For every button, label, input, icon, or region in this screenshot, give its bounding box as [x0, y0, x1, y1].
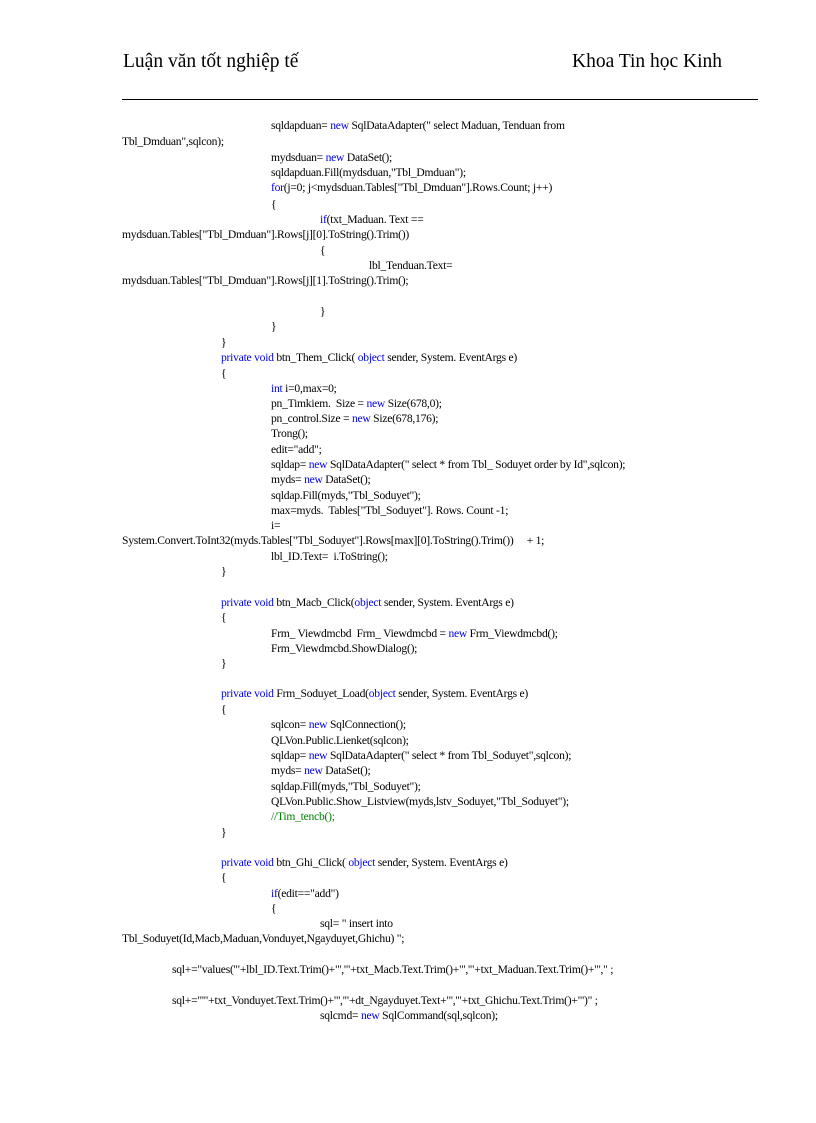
code-text: QLVon.Public.Show_Listview(myds,lstv_Soduyet,"Tbl_Soduyet");	[271, 795, 569, 808]
code-line	[271, 457, 625, 473]
code-keyword: private	[221, 687, 252, 700]
code-text: sql= " insert into	[320, 917, 393, 930]
code-text: btn_Macb_Click(	[273, 596, 355, 609]
code-line	[221, 825, 226, 841]
code-keyword: if	[271, 887, 278, 900]
code-text: DataSet();	[344, 151, 392, 164]
code-text: {	[271, 198, 277, 211]
code-line	[271, 518, 280, 534]
code-text: }	[221, 826, 227, 839]
code-keyword: new	[308, 749, 328, 762]
code-text: (j=0; j<mydsduan.Tables["Tbl_Dmduan"].Rows.Count; j++)	[283, 181, 553, 194]
code-line	[271, 165, 466, 181]
code-text: sqldap=	[271, 458, 309, 471]
code-text: mydsduan.Tables["Tbl_Dmduan"].Rows[j][1].ToString().Trim();	[122, 274, 409, 287]
code-line	[271, 733, 409, 749]
code-line	[320, 212, 423, 228]
code-line	[320, 243, 325, 259]
code-text: sqldap.Fill(myds,"Tbl_Soduyet");	[271, 780, 421, 793]
code-text: {	[221, 703, 227, 716]
code-text: }	[320, 305, 326, 318]
code-line	[271, 118, 565, 134]
code-line	[271, 319, 276, 335]
code-text: sql+="values('"+lbl_ID.Text.Trim()+"','"+txt_Macb.Text.Trim()+"','"+txt_Maduan.Text.Trim()+"'," ;	[172, 963, 614, 976]
code-line	[122, 931, 404, 947]
code-text: SqlDataAdapter(" select * from Tbl_ Soduyet order by Id",sqlcon);	[327, 458, 626, 471]
code-text: sqldap=	[271, 749, 309, 762]
code-text: btn_Them_Click(	[273, 351, 358, 364]
code-line	[271, 794, 569, 810]
code-line	[271, 901, 276, 917]
code-line	[271, 748, 571, 764]
header-left-title: Luận văn tốt nghiệp tế	[123, 51, 299, 72]
code-line	[271, 472, 370, 488]
code-line	[271, 381, 337, 397]
code-text: sender, System. EventArgs e)	[375, 856, 508, 869]
code-text: max=myds. Tables["Tbl_Soduyet"]. Rows. Count -1;	[271, 504, 509, 517]
code-line	[271, 779, 421, 795]
code-line	[271, 180, 552, 196]
code-line	[172, 962, 613, 978]
code-keyword: int	[271, 382, 283, 395]
code-text: lbl_Tenduan.Text=	[369, 259, 453, 272]
code-line	[221, 366, 226, 382]
code-text: myds=	[271, 764, 305, 777]
code-keyword: new	[360, 1009, 380, 1022]
code-line	[271, 626, 558, 642]
code-line	[122, 227, 409, 243]
code-keyword: new	[351, 412, 371, 425]
code-line	[221, 350, 517, 366]
code-text: SqlCommand(sql,sqlcon);	[379, 1009, 498, 1022]
code-text: (txt_Maduan. Text ==	[326, 213, 424, 226]
code-text: }	[221, 657, 227, 670]
header-right-title: Khoa Tin học Kinh	[572, 51, 723, 72]
code-keyword: new	[308, 718, 328, 731]
code-text: DataSet();	[322, 473, 371, 486]
code-line	[221, 595, 514, 611]
code-line	[271, 763, 370, 779]
code-text: {	[320, 244, 326, 257]
code-text: Tbl_Dmduan",sqlcon);	[122, 135, 224, 148]
code-line	[221, 702, 226, 718]
code-text: mydsduan=	[271, 151, 326, 164]
code-line	[221, 656, 226, 672]
code-line	[271, 396, 442, 412]
code-line	[221, 564, 226, 580]
code-text: sql+="'"+txt_Vonduyet.Text.Trim()+"','"+dt_Ngayduyet.Text+"','"+txt_Ghichu.Text.Trim()+"')" ;	[172, 994, 598, 1007]
code-line	[271, 197, 276, 213]
code-line	[221, 855, 508, 871]
code-line	[172, 993, 598, 1009]
code-line	[271, 809, 335, 825]
code-text: sqlcon=	[271, 718, 309, 731]
code-text: i=0,max=0;	[282, 382, 337, 395]
code-keyword: new	[448, 627, 468, 640]
code-text: {	[221, 367, 227, 380]
code-text: Frm_Viewdmcbd();	[467, 627, 558, 640]
code-text: }	[271, 320, 277, 333]
code-keyword: new	[304, 764, 323, 777]
code-keyword: object	[354, 596, 382, 609]
code-keyword: object	[348, 856, 376, 869]
code-text: sender, System. EventArgs e)	[395, 687, 529, 700]
code-text: {	[271, 902, 277, 915]
code-keyword: void	[254, 596, 274, 609]
code-line	[271, 426, 308, 442]
code-text: Size(678,0);	[385, 397, 442, 410]
code-keyword: private	[221, 596, 252, 609]
code-keyword: for	[271, 181, 284, 194]
code-keyword: if	[320, 213, 327, 226]
code-text: }	[221, 336, 227, 349]
code-text: System.Convert.ToInt32(myds.Tables["Tbl_Soduyet"].Rows[max][0].ToString().Trim()) + 1;	[122, 534, 545, 547]
code-keyword: private	[221, 856, 252, 869]
code-text: pn_control.Size =	[271, 412, 352, 425]
code-text: sqldapduan=	[271, 119, 331, 132]
code-keyword: object	[368, 687, 396, 700]
code-line	[122, 273, 408, 289]
code-line	[271, 549, 388, 565]
code-keyword: new	[366, 397, 386, 410]
code-line	[271, 641, 417, 657]
code-keyword: void	[254, 351, 274, 364]
code-line	[221, 610, 226, 626]
code-text: pn_Timkiem. Size =	[271, 397, 367, 410]
code-keyword: private	[221, 351, 252, 364]
code-keyword: void	[254, 687, 274, 700]
code-keyword: new	[325, 151, 345, 164]
code-text: SqlDataAdapter(" select Maduan, Tenduan from	[348, 119, 565, 132]
code-text: {	[221, 611, 227, 624]
code-text: sqlcmd=	[320, 1009, 361, 1022]
code-line	[320, 1008, 498, 1024]
code-text: sender, System. EventArgs e)	[384, 351, 518, 364]
code-line	[271, 886, 339, 902]
code-text: Tbl_Soduyet(Id,Macb,Maduan,Vonduyet,Ngayduyet,Ghichu) ";	[122, 932, 405, 945]
code-keyword: new	[304, 473, 323, 486]
code-text: edit="add";	[271, 443, 322, 456]
code-text: mydsduan.Tables["Tbl_Dmduan"].Rows[j][0].ToString().Trim())	[122, 228, 409, 241]
code-text: sender, System. EventArgs e)	[381, 596, 514, 609]
code-line	[221, 335, 226, 351]
code-line	[271, 717, 406, 733]
code-text: Size(678,176);	[370, 412, 439, 425]
code-line	[271, 442, 322, 458]
code-text: (edit=="add")	[277, 887, 339, 900]
code-line	[271, 411, 438, 427]
code-text: DataSet();	[322, 764, 371, 777]
code-keyword: new	[330, 119, 349, 132]
code-line	[221, 870, 226, 886]
code-text: QLVon.Public.Lienket(sqlcon);	[271, 734, 409, 747]
code-text: SqlConnection();	[327, 718, 406, 731]
code-text: Trong();	[271, 427, 308, 440]
code-line	[221, 686, 528, 702]
code-text: Frm_Viewdmcbd.ShowDialog();	[271, 642, 418, 655]
code-line	[369, 258, 452, 274]
code-keyword: object	[357, 351, 385, 364]
code-keyword: void	[254, 856, 274, 869]
code-text: sqldap.Fill(myds,"Tbl_Soduyet");	[271, 489, 421, 502]
code-comment: //Tim_tencb();	[271, 810, 335, 823]
code-text: btn_Ghi_Click(	[273, 856, 349, 869]
code-line	[271, 150, 392, 166]
code-text: }	[221, 565, 227, 578]
code-text: i=	[271, 519, 281, 532]
code-line	[320, 304, 325, 320]
code-text: Frm_ Viewdmcbd Frm_ Viewdmcbd =	[271, 627, 449, 640]
code-text: sqldapduan.Fill(mydsduan,"Tbl_Dmduan");	[271, 166, 466, 179]
code-text: lbl_ID.Text= i.ToString();	[271, 550, 388, 563]
code-line	[271, 488, 421, 504]
code-text: Frm_Soduyet_Load(	[273, 687, 369, 700]
code-line	[122, 533, 544, 549]
code-text: myds=	[271, 473, 305, 486]
code-line	[122, 134, 224, 150]
code-line	[320, 916, 393, 932]
code-keyword: new	[308, 458, 328, 471]
code-text: {	[221, 871, 227, 884]
code-line	[271, 503, 508, 519]
code-text: SqlDataAdapter(" select * from Tbl_Soduyet",sqlcon);	[327, 749, 572, 762]
